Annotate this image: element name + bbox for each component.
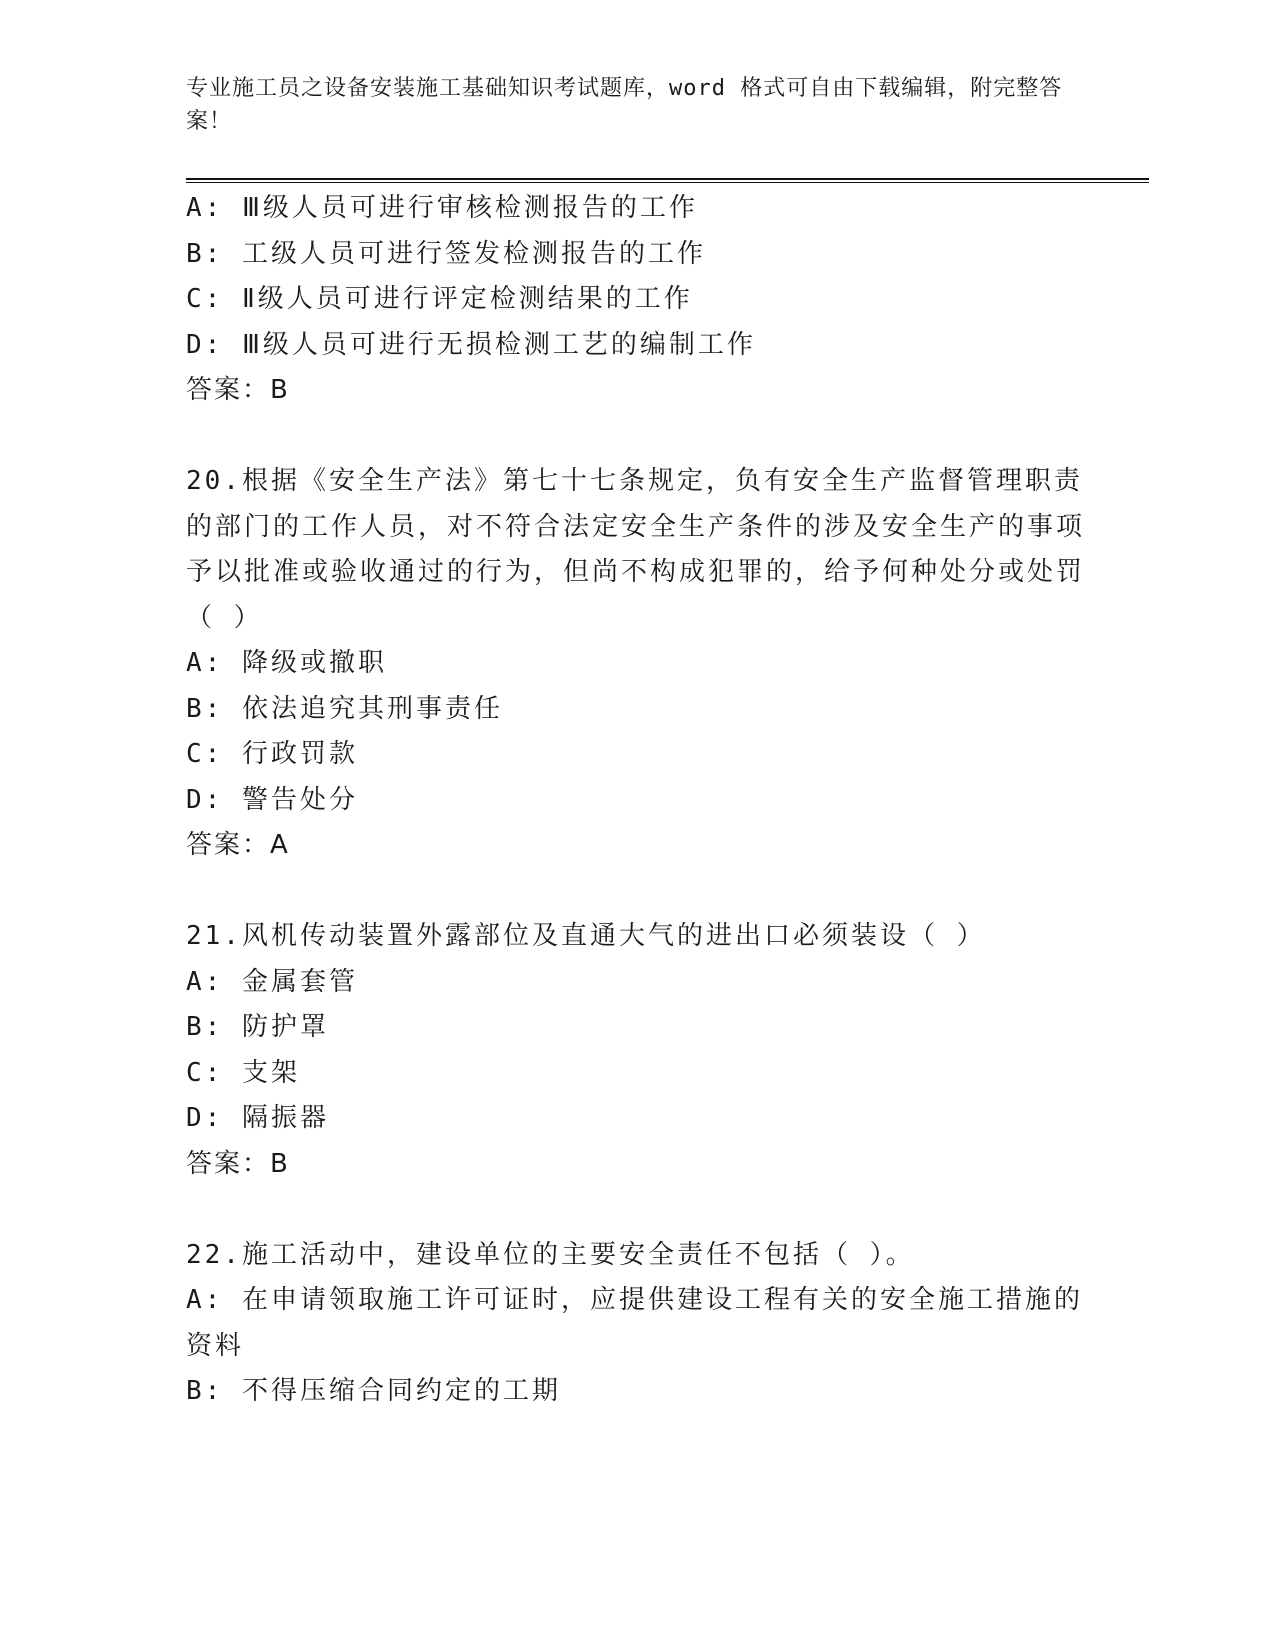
question-stem: 20.根据《安全生产法》第七十七条规定，负有安全生产监督管理职责的部门的工作人员，对不符合法定安全生产条件的涉及安全生产的事项予以批准或验收通过的行为，但尚不构成犯罪的，给予何种处分或处罚（ ） [186, 466, 1086, 633]
question-block-prev [186, 186, 1086, 414]
option-c: C: 支架 [186, 1057, 300, 1088]
header-note: 专业施工员之设备安装施工基础知识考试题库，word 格式可自由下载编辑，附完整答案！ [186, 76, 1063, 134]
spacer [186, 869, 1086, 915]
option-a: A: Ⅲ级人员可进行审核检测报告的工作 [186, 193, 698, 223]
question-content [186, 186, 1086, 1415]
option-d: D: Ⅲ级人员可进行无损检测工艺的编制工作 [186, 329, 756, 360]
option-d: D: 隔振器 [186, 1103, 329, 1133]
question-stem: 22.施工活动中，建设单位的主要安全责任不包括（ ）。 [186, 1239, 915, 1270]
option-d: D: 警告处分 [186, 784, 358, 815]
option-a: A: 降级或撤职 [186, 648, 387, 678]
header-divider-thin [186, 182, 1149, 183]
question-block-22 [186, 1233, 1086, 1415]
spacer [186, 414, 1086, 460]
answer-line: 答案：B [186, 375, 290, 405]
option-a: A: 在申请领取施工许可证时，应提供建设工程有关的安全施工措施的资料 [186, 1285, 1083, 1361]
option-a: A: 金属套管 [186, 966, 358, 997]
question-block-21 [186, 914, 1086, 1187]
option-c: C: 行政罚款 [186, 739, 358, 769]
option-b: B: 依法追究其刑事责任 [186, 693, 503, 724]
answer-line: 答案：A [186, 830, 290, 860]
option-b: B: 不得压缩合同约定的工期 [186, 1376, 561, 1406]
spacer [186, 1187, 1086, 1233]
answer-line: 答案：B [186, 1148, 290, 1179]
header-divider [186, 178, 1149, 180]
option-b: B: 防护罩 [186, 1012, 329, 1042]
question-stem: 21.风机传动装置外露部位及直通大气的进出口必须装设（ ） [186, 921, 986, 951]
option-b: B: 工级人员可进行签发检测报告的工作 [186, 238, 706, 269]
option-c: C: Ⅱ级人员可进行评定检测结果的工作 [186, 284, 693, 314]
question-block-20 [186, 459, 1086, 869]
